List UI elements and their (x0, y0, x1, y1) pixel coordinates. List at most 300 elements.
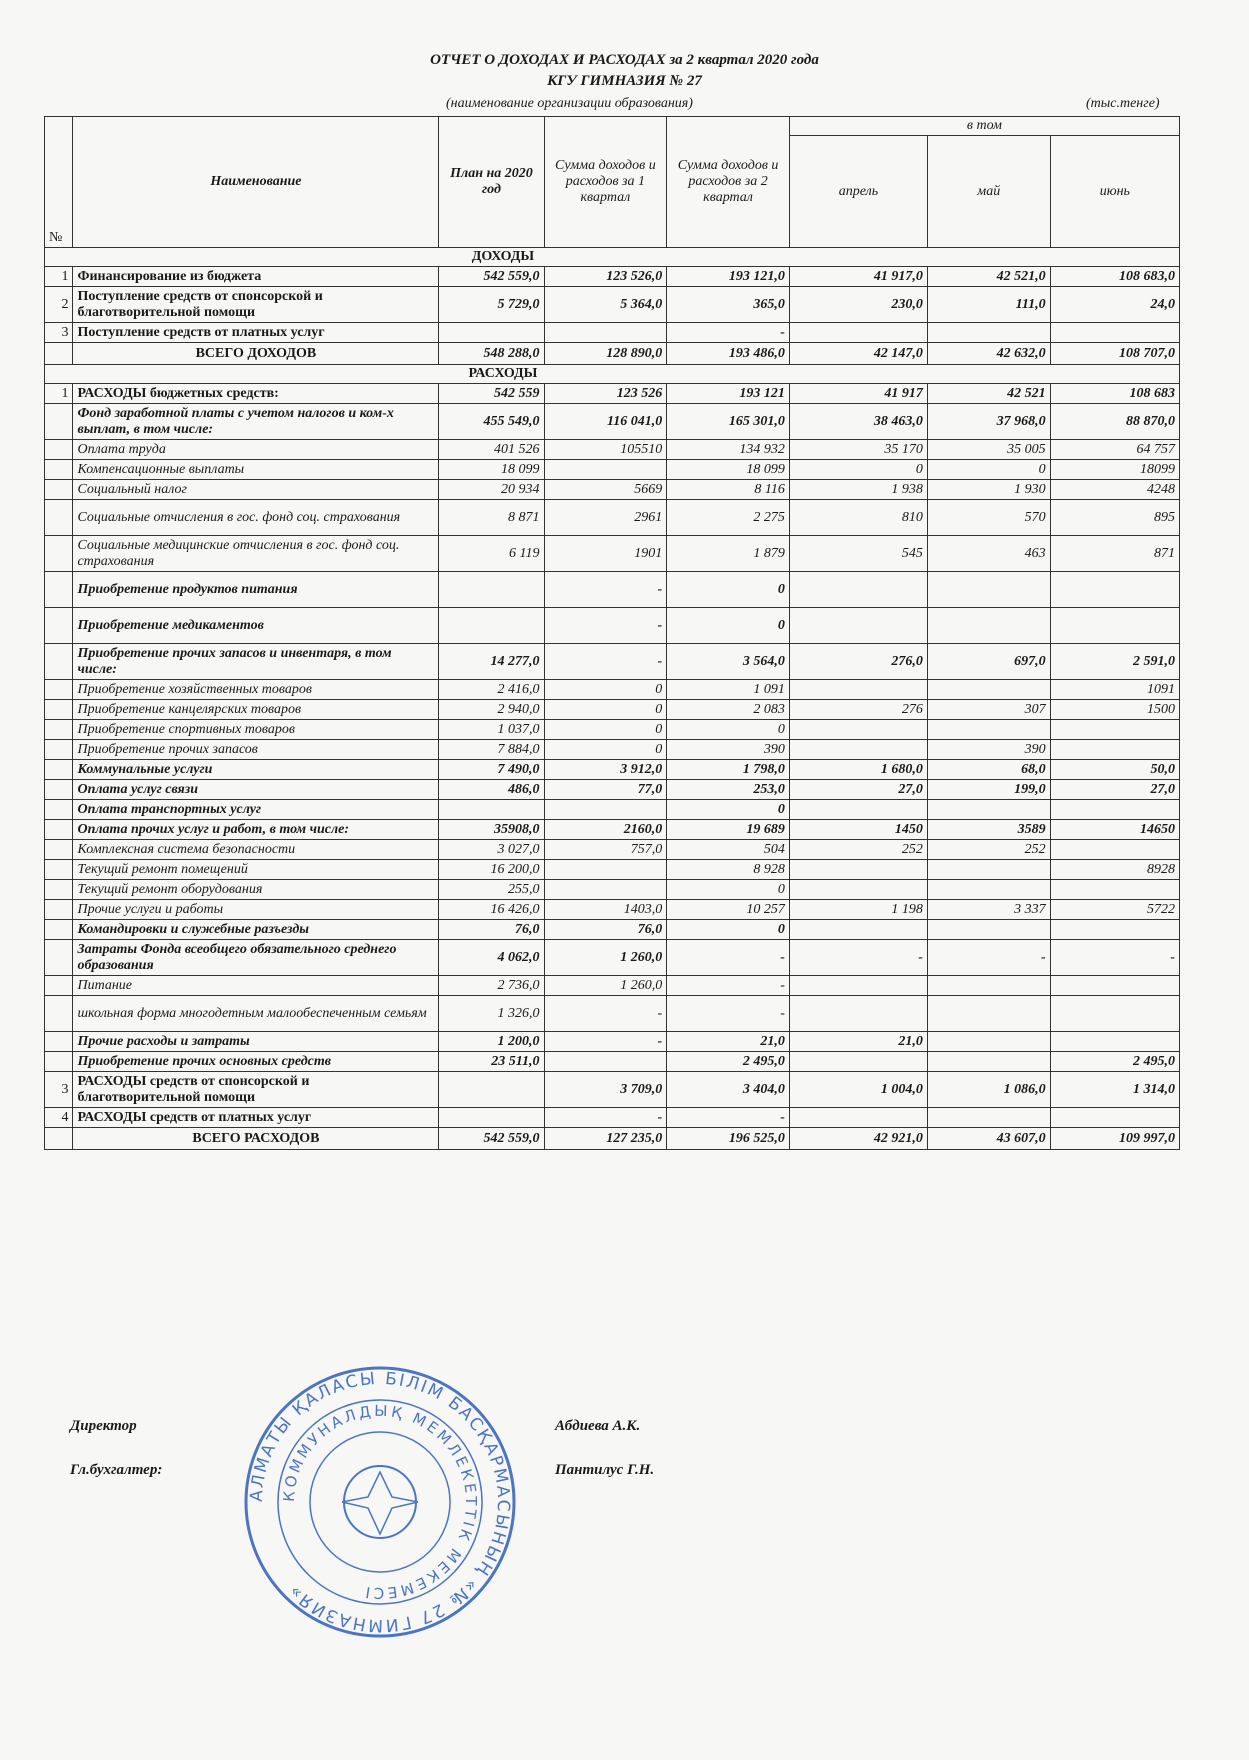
expense-row-m3: 1091 (1050, 680, 1179, 700)
expense-row-m1 (789, 920, 927, 940)
expense-row-m2: 0 (927, 460, 1050, 480)
income-total-q2: 193 486,0 (667, 343, 790, 365)
expense-row-m3: 2 591,0 (1050, 644, 1179, 680)
header-april: апрель (789, 136, 927, 248)
income-total-m2: 42 632,0 (927, 343, 1050, 365)
expense-row-plan: 2 736,0 (439, 976, 544, 996)
table-row (45, 536, 1180, 572)
expense-row-m2 (927, 1052, 1050, 1072)
expense-row-q1: 105510 (544, 440, 667, 460)
header-num: № (45, 117, 73, 248)
income-total-m1: 42 147,0 (789, 343, 927, 365)
expense-row-m3: 5722 (1050, 900, 1179, 920)
expense-row-plan: 1 326,0 (439, 996, 544, 1032)
expense-row-m2 (927, 572, 1050, 608)
income-row-m1: 41 917,0 (789, 267, 927, 287)
expense-row-name: Приобретение канцелярских товаров (73, 700, 439, 720)
expense-row-q2: 2 083 (667, 700, 790, 720)
expense-row-q1 (544, 1052, 667, 1072)
table-row (45, 480, 1180, 500)
expense-row-name: Социальные медицинские отчисления в гос. фонд соц. страхования (73, 536, 439, 572)
expense-row-name: Текущий ремонт помещений (73, 860, 439, 880)
income-row-name: Поступление средств от спонсорской и благотворительной помощи (73, 287, 439, 323)
expense-row-m1: 21,0 (789, 1032, 927, 1052)
income-row-m2 (927, 323, 1050, 343)
expense-row-m3: 50,0 (1050, 760, 1179, 780)
expense-row-m3 (1050, 996, 1179, 1032)
expense-row-q2: 2 495,0 (667, 1052, 790, 1072)
expense-row-q1 (544, 880, 667, 900)
expense-row-m2: 252 (927, 840, 1050, 860)
expense-row-m3 (1050, 976, 1179, 996)
expense-row-m3: 8928 (1050, 860, 1179, 880)
stamp-inner-text: КОММУНАЛДЫҚ МЕМЛЕКЕТТІК МЕКЕМЕСІ (279, 1401, 481, 1603)
table-row (45, 880, 1180, 900)
expense-row-m3: 27,0 (1050, 780, 1179, 800)
income-row-name: Поступление средств от платных услуг (73, 323, 439, 343)
expense-row-m2 (927, 1108, 1050, 1128)
expense-row-q2: 134 932 (667, 440, 790, 460)
table-row (45, 1032, 1180, 1052)
expense-row-num (45, 536, 73, 572)
expense-row-m1 (789, 996, 927, 1032)
table-row (45, 1052, 1180, 1072)
expense-total-row (45, 1128, 1180, 1150)
expense-row-q2: 3 564,0 (667, 644, 790, 680)
expense-row-m1: 1 198 (789, 900, 927, 920)
expense-row-m1: - (789, 940, 927, 976)
table-row (45, 680, 1180, 700)
income-row-m3: 108 683,0 (1050, 267, 1179, 287)
expense-row-plan: 16 426,0 (439, 900, 544, 920)
expense-row-m2: 570 (927, 500, 1050, 536)
expense-row-m3: 895 (1050, 500, 1179, 536)
expense-total-m1: 42 921,0 (789, 1128, 927, 1150)
expense-row-num (45, 644, 73, 680)
expense-row-m1 (789, 608, 927, 644)
expense-row-q2: 0 (667, 920, 790, 940)
expense-row-plan: 6 119 (439, 536, 544, 572)
expense-row-m1: 276,0 (789, 644, 927, 680)
expense-row-m2 (927, 720, 1050, 740)
expense-row-m3 (1050, 1108, 1179, 1128)
expense-row-name: РАСХОДЫ средств от платных услуг (73, 1108, 439, 1128)
expense-row-num (45, 740, 73, 760)
expense-row-m2 (927, 800, 1050, 820)
expense-row-plan: 401 526 (439, 440, 544, 460)
expense-row-num (45, 1032, 73, 1052)
expense-row-q2: 1 798,0 (667, 760, 790, 780)
expense-total-plan: 542 559,0 (439, 1128, 544, 1150)
expense-row-m2 (927, 1032, 1050, 1052)
expense-row-m2: 1 930 (927, 480, 1050, 500)
income-row-num: 2 (45, 287, 73, 323)
expense-row-q2: - (667, 996, 790, 1032)
table-row (45, 840, 1180, 860)
expense-row-q2: - (667, 940, 790, 976)
report-table (44, 116, 1180, 1150)
table-row (45, 700, 1180, 720)
expense-row-plan: 76,0 (439, 920, 544, 940)
expense-row-num: 1 (45, 384, 73, 404)
expense-row-q2: - (667, 976, 790, 996)
income-row-m1 (789, 323, 927, 343)
expense-row-num (45, 460, 73, 480)
header-plan: План на 2020 год (439, 117, 544, 248)
expense-row-m2: 3 337 (927, 900, 1050, 920)
expense-row-num (45, 976, 73, 996)
expense-row-m2 (927, 860, 1050, 880)
expense-row-q1: 116 041,0 (544, 404, 667, 440)
expense-total-q2: 196 525,0 (667, 1128, 790, 1150)
expense-row-q1: 1403,0 (544, 900, 667, 920)
expense-row-name: Питание (73, 976, 439, 996)
expense-row-name: Приобретение продуктов питания (73, 572, 439, 608)
expense-row-q1: - (544, 1108, 667, 1128)
expense-row-m3: 108 683 (1050, 384, 1179, 404)
expense-row-name: Приобретение прочих запасов (73, 740, 439, 760)
expense-row-name: Компенсационные выплаты (73, 460, 439, 480)
expense-row-plan: 7 490,0 (439, 760, 544, 780)
income-row-q2: 365,0 (667, 287, 790, 323)
income-row-q1: 123 526,0 (544, 267, 667, 287)
expense-row-num (45, 760, 73, 780)
expense-row-m2: - (927, 940, 1050, 976)
expense-row-m1: 41 917 (789, 384, 927, 404)
expense-row-m2: 390 (927, 740, 1050, 760)
income-row-plan (439, 323, 544, 343)
expense-row-q2: 10 257 (667, 900, 790, 920)
expense-row-plan: 3 027,0 (439, 840, 544, 860)
income-row-m1: 230,0 (789, 287, 927, 323)
expense-row-plan: 8 871 (439, 500, 544, 536)
expense-row-name: Приобретение прочих запасов и инвентаря, в том числе: (73, 644, 439, 680)
expense-row-num (45, 680, 73, 700)
expense-row-plan: 1 200,0 (439, 1032, 544, 1052)
header-name: Наименование (73, 117, 439, 248)
table-row (45, 720, 1180, 740)
expense-row-m1 (789, 1108, 927, 1128)
income-row-m3: 24,0 (1050, 287, 1179, 323)
header-incl: в том (789, 117, 1179, 136)
expense-row-m1 (789, 572, 927, 608)
expense-row-plan: 35908,0 (439, 820, 544, 840)
expense-row-m2 (927, 976, 1050, 996)
income-row-plan: 542 559,0 (439, 267, 544, 287)
expense-row-m2: 35 005 (927, 440, 1050, 460)
income-row-q1: 5 364,0 (544, 287, 667, 323)
income-total-plan: 548 288,0 (439, 343, 544, 365)
expense-row-name: Приобретение спортивных товаров (73, 720, 439, 740)
table-row (45, 1072, 1180, 1108)
income-row-num: 1 (45, 267, 73, 287)
expense-row-q2: 0 (667, 572, 790, 608)
expense-row-name: Прочие услуги и работы (73, 900, 439, 920)
expense-row-m2 (927, 920, 1050, 940)
expense-row-m1: 1450 (789, 820, 927, 840)
expense-row-q1: 1 260,0 (544, 940, 667, 976)
expense-row-num (45, 440, 73, 460)
expense-row-m3 (1050, 572, 1179, 608)
expense-total-m3: 109 997,0 (1050, 1128, 1179, 1150)
stamp-outer-text: АЛМАТЫ ҚАЛАСЫ БІЛІМ БАСҚАРМАСЫНЫҢ «№ 27 ГИМНАЗИЯ» (246, 1368, 514, 1636)
expense-row-num (45, 572, 73, 608)
expense-row-m3 (1050, 608, 1179, 644)
section-income (45, 248, 1180, 267)
director-label: Директор (70, 1418, 137, 1434)
expense-row-m1 (789, 800, 927, 820)
table-row (45, 608, 1180, 644)
expense-row-q2: 0 (667, 608, 790, 644)
expense-row-num (45, 780, 73, 800)
section-expenses-label: РАСХОДЫ (73, 365, 1180, 384)
expense-row-q1: 76,0 (544, 920, 667, 940)
expense-row-plan (439, 800, 544, 820)
expense-row-m3: 88 870,0 (1050, 404, 1179, 440)
expense-row-q2: 19 689 (667, 820, 790, 840)
expense-row-q1 (544, 860, 667, 880)
expense-row-m3 (1050, 720, 1179, 740)
expense-row-name: РАСХОДЫ бюджетных средств: (73, 384, 439, 404)
expense-row-q2: 8 928 (667, 860, 790, 880)
expense-row-m2: 42 521 (927, 384, 1050, 404)
expense-row-plan (439, 608, 544, 644)
expense-row-q2: - (667, 1108, 790, 1128)
table-row (45, 384, 1180, 404)
expense-row-m2: 68,0 (927, 760, 1050, 780)
expense-row-q1: - (544, 996, 667, 1032)
expense-row-plan: 2 940,0 (439, 700, 544, 720)
expense-row-m3 (1050, 920, 1179, 940)
section-income-label: ДОХОДЫ (73, 248, 1180, 267)
expense-row-m2 (927, 680, 1050, 700)
expense-row-num: 3 (45, 1072, 73, 1108)
expense-row-q1: 77,0 (544, 780, 667, 800)
header-q2: Сумма доходов и расходов за 2 квартал (667, 117, 790, 248)
expense-row-num (45, 820, 73, 840)
income-total-row (45, 343, 1180, 365)
expense-row-m3 (1050, 880, 1179, 900)
expense-row-num (45, 880, 73, 900)
table-row (45, 440, 1180, 460)
expense-row-plan: 4 062,0 (439, 940, 544, 976)
expense-row-name: РАСХОДЫ средств от спонсорской и благотворительной помощи (73, 1072, 439, 1108)
expense-row-m1: 0 (789, 460, 927, 480)
expense-row-q2: 253,0 (667, 780, 790, 800)
expense-row-m3: 871 (1050, 536, 1179, 572)
table-row (45, 644, 1180, 680)
expense-row-plan: 486,0 (439, 780, 544, 800)
expense-row-plan (439, 1072, 544, 1108)
expense-row-plan: 23 511,0 (439, 1052, 544, 1072)
expense-row-num (45, 500, 73, 536)
expense-row-m3 (1050, 800, 1179, 820)
income-total-num (45, 343, 73, 365)
expense-row-name: Приобретение хозяйственных товаров (73, 680, 439, 700)
expense-row-num (45, 800, 73, 820)
expense-row-num (45, 860, 73, 880)
expense-row-m3: 4248 (1050, 480, 1179, 500)
expense-row-m1: 1 938 (789, 480, 927, 500)
expense-row-plan: 20 934 (439, 480, 544, 500)
organization-name: КГУ ГИМНАЗИЯ № 27 (547, 73, 702, 89)
accountant-name: Пантилус Г.Н. (555, 1462, 655, 1478)
expense-row-plan: 16 200,0 (439, 860, 544, 880)
expense-row-num (45, 720, 73, 740)
expense-row-m3: - (1050, 940, 1179, 976)
expense-row-num (45, 920, 73, 940)
expense-row-m2 (927, 996, 1050, 1032)
expense-row-m2: 1 086,0 (927, 1072, 1050, 1108)
expense-row-m2: 697,0 (927, 644, 1050, 680)
expense-row-m1: 1 680,0 (789, 760, 927, 780)
table-row (45, 1108, 1180, 1128)
expense-row-q2: 0 (667, 880, 790, 900)
expense-row-q2: 21,0 (667, 1032, 790, 1052)
expense-row-plan: 14 277,0 (439, 644, 544, 680)
expense-row-m2: 307 (927, 700, 1050, 720)
expense-total-m2: 43 607,0 (927, 1128, 1050, 1150)
header-q1: Сумма доходов и расходов за 1 квартал (544, 117, 667, 248)
expense-row-q2: 0 (667, 800, 790, 820)
expense-row-num (45, 940, 73, 976)
expense-row-q2: 1 879 (667, 536, 790, 572)
expense-row-plan: 1 037,0 (439, 720, 544, 740)
income-row-num: 3 (45, 323, 73, 343)
expense-row-q1: 0 (544, 740, 667, 760)
expense-row-q2: 2 275 (667, 500, 790, 536)
expense-row-q2: 504 (667, 840, 790, 860)
expense-row-m2: 37 968,0 (927, 404, 1050, 440)
expense-row-q1: 3 912,0 (544, 760, 667, 780)
expense-row-q2: 8 116 (667, 480, 790, 500)
expense-row-m3: 14650 (1050, 820, 1179, 840)
expense-row-q1: 0 (544, 700, 667, 720)
income-row-m3 (1050, 323, 1179, 343)
expense-row-q2: 3 404,0 (667, 1072, 790, 1108)
expense-row-q1: 2160,0 (544, 820, 667, 840)
table-row (45, 900, 1180, 920)
official-stamp (240, 1362, 520, 1642)
table-row (45, 940, 1180, 976)
expense-row-m1: 276 (789, 700, 927, 720)
expense-row-m1 (789, 880, 927, 900)
table-row (45, 920, 1180, 940)
expense-row-num: 4 (45, 1108, 73, 1128)
expense-row-name: Социальные отчисления в гос. фонд соц. страхования (73, 500, 439, 536)
expense-row-name: Социальный налог (73, 480, 439, 500)
table-row (45, 404, 1180, 440)
expense-total-num (45, 1128, 73, 1150)
table-row (45, 760, 1180, 780)
expense-row-m1 (789, 860, 927, 880)
expense-row-m3: 1 314,0 (1050, 1072, 1179, 1108)
expense-row-name: Командировки и служебные разъезды (73, 920, 439, 940)
table-row (45, 740, 1180, 760)
expense-row-plan: 455 549,0 (439, 404, 544, 440)
expense-row-m1: 252 (789, 840, 927, 860)
section-expenses (45, 365, 1180, 384)
expense-row-plan: 7 884,0 (439, 740, 544, 760)
expense-row-m3: 18099 (1050, 460, 1179, 480)
expense-row-name: Приобретение медикаментов (73, 608, 439, 644)
expense-row-q1 (544, 800, 667, 820)
expense-row-name: Оплата прочих услуг и работ, в том числе: (73, 820, 439, 840)
expense-row-q2: 193 121 (667, 384, 790, 404)
expense-row-m3 (1050, 1032, 1179, 1052)
income-total-q1: 128 890,0 (544, 343, 667, 365)
expense-row-plan (439, 572, 544, 608)
expense-row-q1: 1 260,0 (544, 976, 667, 996)
expense-row-q2: 18 099 (667, 460, 790, 480)
units-label: (тыс.тенге) (1086, 96, 1160, 111)
expense-row-q1: 0 (544, 720, 667, 740)
expense-row-m1: 27,0 (789, 780, 927, 800)
director-name: Абдиева А.К. (555, 1418, 641, 1434)
expense-row-q2: 0 (667, 720, 790, 740)
expense-row-m1: 810 (789, 500, 927, 536)
expense-row-m1 (789, 720, 927, 740)
income-row-name: Финансирование из бюджета (73, 267, 439, 287)
income-row-q1 (544, 323, 667, 343)
expense-row-num (45, 480, 73, 500)
expense-total-q1: 127 235,0 (544, 1128, 667, 1150)
expense-row-name: Оплата транспортных услуг (73, 800, 439, 820)
expense-row-num (45, 1052, 73, 1072)
expense-row-plan: 2 416,0 (439, 680, 544, 700)
expense-row-name: Текущий ремонт оборудования (73, 880, 439, 900)
expense-row-q2: 165 301,0 (667, 404, 790, 440)
expense-row-q2: 1 091 (667, 680, 790, 700)
expense-row-q1: 0 (544, 680, 667, 700)
expense-row-name: Оплата услуг связи (73, 780, 439, 800)
income-row-q2: - (667, 323, 790, 343)
expense-row-name: Приобретение прочих основных средств (73, 1052, 439, 1072)
expense-row-plan: 542 559 (439, 384, 544, 404)
expense-row-num (45, 404, 73, 440)
expense-row-q2: 390 (667, 740, 790, 760)
income-row-m2: 42 521,0 (927, 267, 1050, 287)
expense-row-q1: 757,0 (544, 840, 667, 860)
organization-caption: (наименование организации образования) (446, 96, 693, 111)
table-row (45, 976, 1180, 996)
expense-row-m1 (789, 680, 927, 700)
table-row (45, 820, 1180, 840)
expense-row-num (45, 608, 73, 644)
income-row-q2: 193 121,0 (667, 267, 790, 287)
expense-row-name: Фонд заработной платы с учетом налогов и ком-х выплат, в том числе: (73, 404, 439, 440)
table-row (45, 500, 1180, 536)
expense-row-m2: 463 (927, 536, 1050, 572)
expense-row-q1: 1901 (544, 536, 667, 572)
expense-row-num (45, 840, 73, 860)
expense-row-m1: 545 (789, 536, 927, 572)
income-total-label: ВСЕГО ДОХОДОВ (73, 343, 439, 365)
expense-row-num (45, 900, 73, 920)
expense-row-m1 (789, 1052, 927, 1072)
expense-row-q1: - (544, 644, 667, 680)
expense-row-q1: 3 709,0 (544, 1072, 667, 1108)
accountant-label: Гл.бухгалтер: (70, 1462, 163, 1478)
expense-row-plan: 255,0 (439, 880, 544, 900)
expense-row-plan (439, 1108, 544, 1128)
expense-row-name: Затраты Фонда всеобщего обязательного среднего образования (73, 940, 439, 976)
expense-row-name: Коммунальные услуги (73, 760, 439, 780)
expense-row-m2 (927, 608, 1050, 644)
expense-row-m1 (789, 976, 927, 996)
table-row (45, 267, 1180, 287)
expense-row-q1: 123 526 (544, 384, 667, 404)
